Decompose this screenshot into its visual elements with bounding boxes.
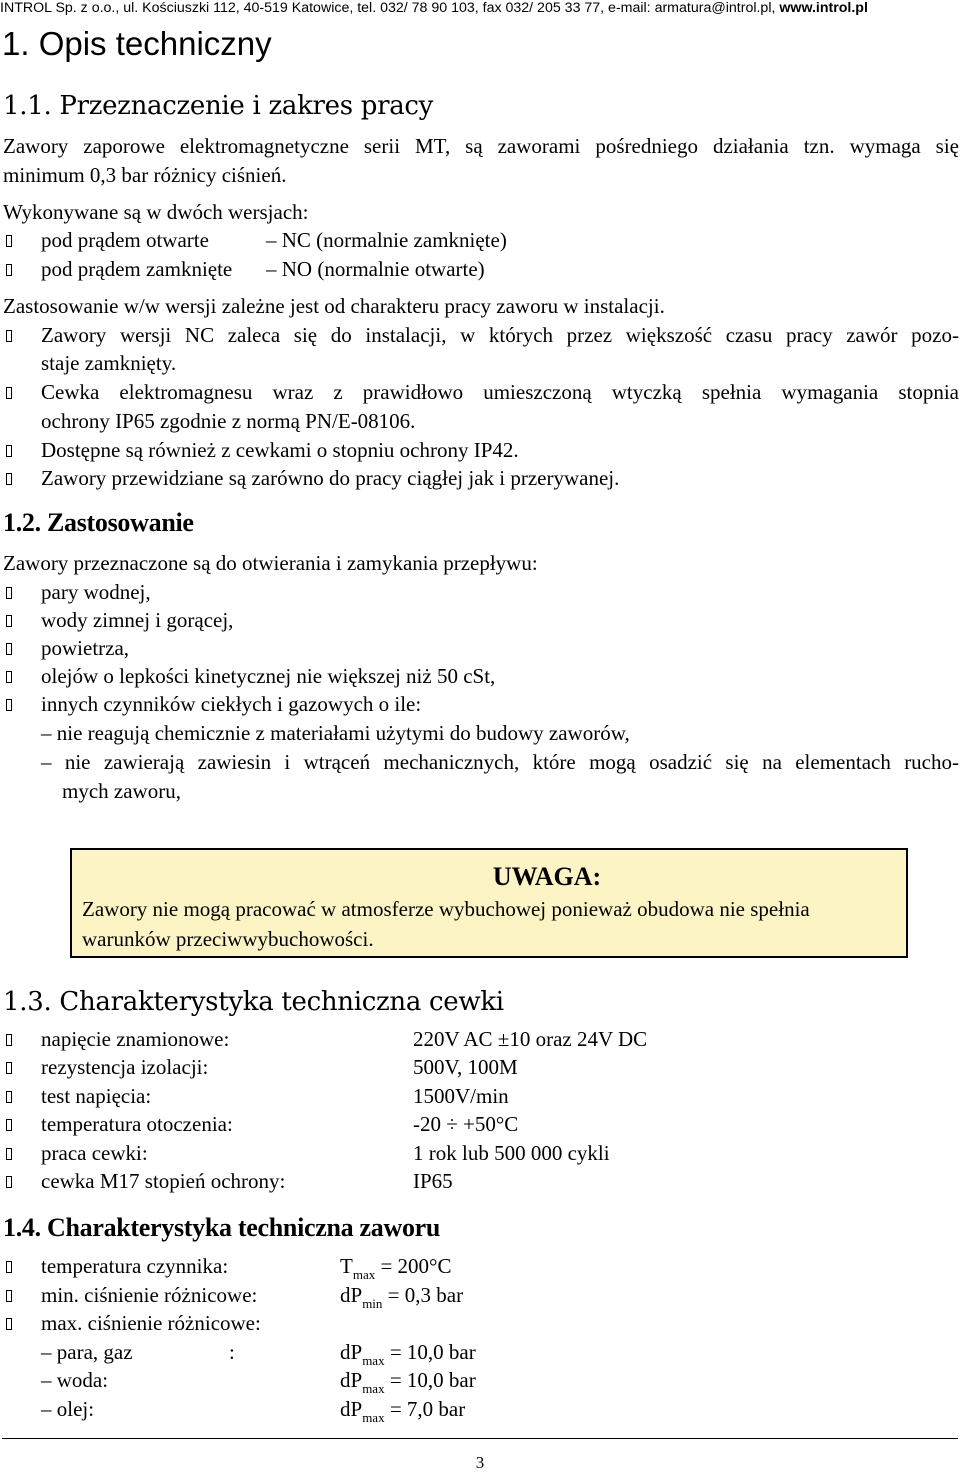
bullet-icon (6, 1082, 12, 1111)
spec-amount: = 7,0 bar (384, 1397, 466, 1421)
spec-symbol: dP (340, 1397, 363, 1421)
page-number: 3 (475, 1453, 485, 1472)
spec-value: 500V, 100M (413, 1055, 518, 1079)
spec-label: temperatura otoczenia: (41, 1112, 233, 1136)
bullet-icon (6, 255, 12, 284)
spec-value: IP65 (413, 1169, 453, 1193)
medium-item: innych czynników ciekłych i gazowych o ile: (41, 692, 422, 716)
warning-text-line: Zawory nie mogą pracować w atmosferze wybuchowej ponieważ obudowa nie spełnia (82, 897, 810, 921)
warning-box (70, 848, 908, 958)
spec-label: min. ciśnienie różnicowe: (41, 1283, 258, 1307)
condition-item: – nie reagują chemicznie z materiałami użytymi do budowy zaworów, (41, 721, 630, 745)
bullet-icon (6, 436, 12, 465)
bullet-icon (6, 1053, 12, 1082)
spec-amount: = 10,0 bar (384, 1340, 476, 1364)
condition-item-cont: mych zaworu, (62, 779, 181, 803)
bullet-icon (6, 464, 12, 493)
spec-label: napięcie znamionowe: (41, 1027, 230, 1051)
company-header (0, 0, 960, 17)
spec-subscript: max (352, 1267, 376, 1282)
bullet-text-cont: staje zamknięty. (41, 351, 177, 375)
spec-sublabel: – woda: (41, 1368, 109, 1392)
spec-sublabel: – olej: (41, 1397, 95, 1421)
spec-symbol: dP (340, 1283, 363, 1307)
bullet-icon (6, 1309, 12, 1338)
spec-value (340, 1281, 463, 1318)
bullet-text: Zawory przewidziane są zarówno do pracy ciągłej jak i przerywanej. (41, 466, 620, 490)
bullet-icon (6, 1281, 12, 1310)
spec-value: 220V AC ±10 oraz 24V DC (413, 1027, 648, 1051)
spec-amount: = 10,0 bar (384, 1368, 476, 1392)
medium-item: wody zimnej i gorącej, (41, 608, 234, 632)
section-1-3-title: 1.3. Charakterystyka techniczna cewki (3, 987, 504, 1017)
bullet-icon (6, 1167, 12, 1196)
spec-label: cewka M17 stopień ochrony: (41, 1169, 286, 1193)
bullet-icon (6, 606, 12, 635)
bullet-text: Zawory wersji NC zaleca się do instalacji, w których przez większość czasu pracy zawór pozo- (41, 323, 959, 347)
spec-subscript: min (362, 1296, 383, 1311)
company-info: INTROL Sp. z o.o., ul. Kościuszki 112, 40-519 Katowice, tel. 032/ 78 90 103, fax 032/ 205 33 77, e-mail: armatura@introl.pl, (0, 0, 780, 16)
medium-item: olejów o lepkości kinetycznej nie większej niż 50 cSt, (41, 664, 496, 688)
bullet-icon (6, 1139, 12, 1168)
intro-line-2: minimum 0,3 bar różnicy ciśnień. (3, 163, 287, 187)
spec-symbol: dP (340, 1340, 363, 1364)
spec-symbol: dP (340, 1368, 363, 1392)
version-name: pod prądem otwarte (41, 228, 209, 252)
spec-amount: = 200°C (375, 1254, 452, 1278)
bullet-icon (6, 1025, 12, 1054)
versions-lead: Wykonywane są w dwóch wersjach: (3, 200, 309, 224)
version-code: – NC (normalnie zamknięte) (266, 228, 507, 252)
bullet-text: Dostępne są również z cewkami o stopniu ochrony IP42. (41, 438, 519, 462)
bullet-icon (6, 1252, 12, 1281)
medium-item: pary wodnej, (41, 580, 151, 604)
bullet-icon (6, 578, 12, 607)
version-code: – NO (normalnie otwarte) (266, 257, 485, 281)
spec-label: temperatura czynnika: (41, 1254, 229, 1278)
warning-title: UWAGA: (492, 862, 602, 891)
spec-subscript: max (362, 1410, 385, 1425)
spec-subscript: max (362, 1381, 385, 1396)
chapter-title: 1. Opis techniczny (2, 25, 272, 62)
bullet-text-cont: ochrony IP65 zgodnie z normą PN/E-08106. (41, 409, 416, 433)
bullet-icon (6, 321, 12, 350)
bullet-icon (6, 226, 12, 255)
usage-lead: Zawory przeznaczone są do otwierania i zamykania przepływu: (3, 551, 538, 575)
spec-value: 1500V/min (413, 1084, 509, 1108)
spec-amount: = 0,3 bar (382, 1283, 464, 1307)
spec-label: max. ciśnienie różnicowe: (41, 1311, 261, 1335)
spec-label: rezystencja izolacji: (41, 1055, 209, 1079)
version-name: pod prądem zamknięte (41, 257, 233, 281)
bullet-icon (6, 378, 12, 407)
spec-symbol: T (340, 1254, 353, 1278)
section-1-4-title: 1.4. Charakterystyka techniczna zaworu (3, 1213, 441, 1242)
footer-rule (2, 1438, 958, 1439)
spec-subscript: max (362, 1353, 385, 1368)
website-link[interactable]: www.introl.pl (779, 0, 868, 16)
spec-colon: : (229, 1340, 235, 1364)
bullet-icon (6, 690, 12, 719)
warning-text-line: warunków przeciwwybuchowości. (82, 927, 374, 951)
usage-line: Zastosowanie w/w wersji zależne jest od charakteru pracy zaworu w instalacji. (3, 294, 665, 318)
spec-label: praca cewki: (41, 1141, 148, 1165)
bullet-icon (6, 662, 12, 691)
condition-item: – nie zawierają zawiesin i wtrąceń mechanicznych, które mogą osadzić się na elementach rucho- (41, 750, 959, 774)
section-1-2-title: 1.2. Zastosowanie (3, 508, 194, 537)
spec-value: -20 ÷ +50°C (413, 1112, 519, 1136)
spec-value (340, 1395, 465, 1432)
intro-line-1: Zawory zaporowe elektromagnetyczne serii MT, są zaworami pośredniego działania tzn. wymaga się (3, 134, 959, 158)
medium-item: powietrza, (41, 636, 130, 660)
warning-text (82, 894, 900, 954)
bullet-icon (6, 634, 12, 663)
bullet-icon (6, 1110, 12, 1139)
spec-label: test napięcia: (41, 1084, 152, 1108)
bullet-text: Cewka elektromagnesu wraz z prawidłowo umieszczoną wtyczką spełnia wymagania stopnia (41, 380, 959, 404)
section-1-1-title: 1.1. Przeznaczenie i zakres pracy (3, 91, 434, 121)
spec-value: 1 rok lub 500 000 cykli (413, 1141, 610, 1165)
spec-sublabel: – para, gaz (41, 1340, 133, 1364)
